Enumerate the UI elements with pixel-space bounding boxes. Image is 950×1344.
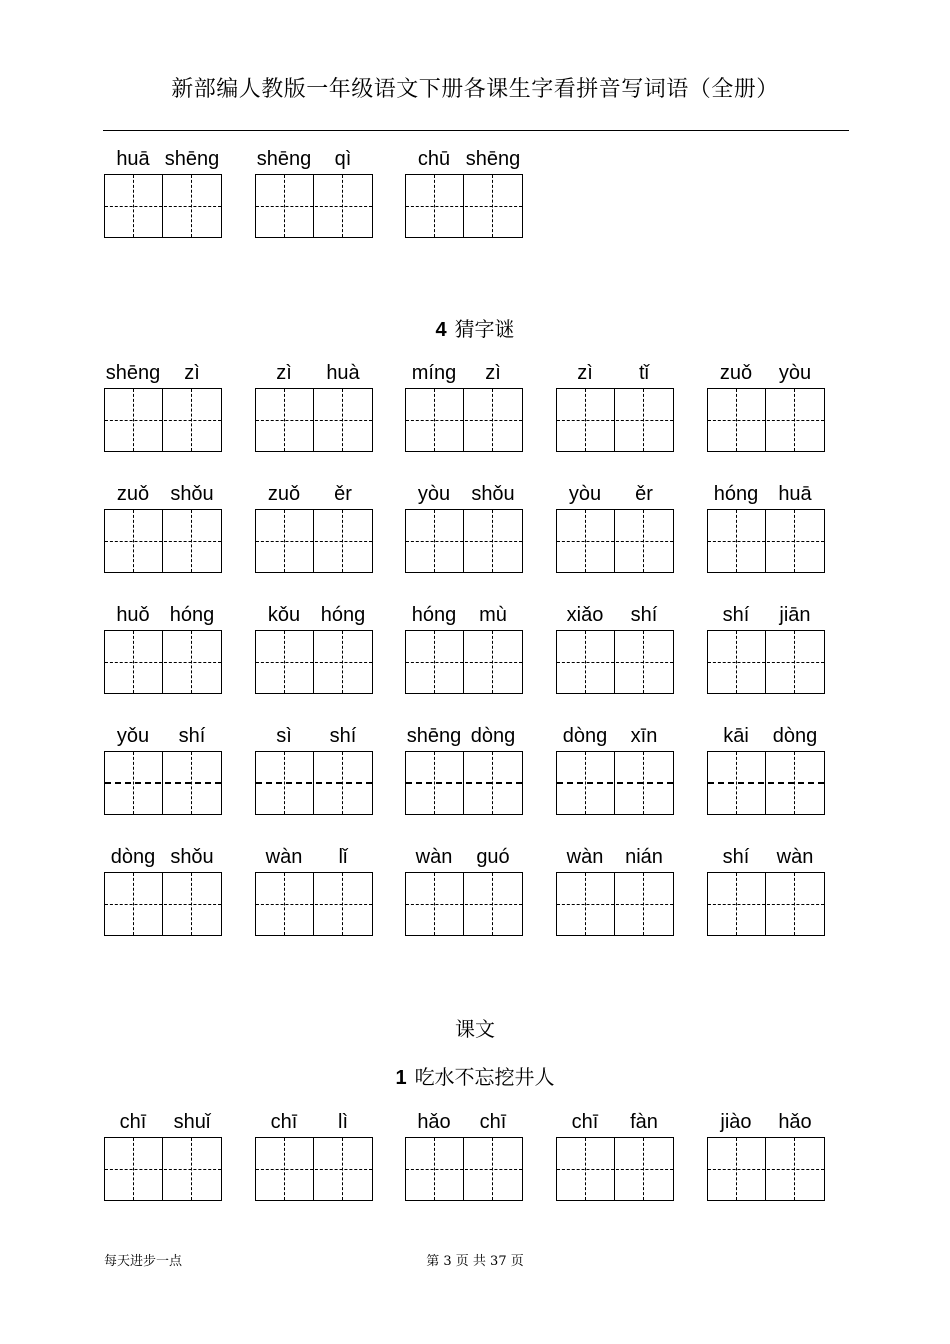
grid-guide-line xyxy=(557,782,673,784)
pinyin-syllable: qì xyxy=(334,148,352,170)
grid-guide-line xyxy=(256,662,372,663)
pinyin-syllable: shēng xyxy=(465,148,521,170)
pinyin-syllable: dòng xyxy=(110,846,156,868)
pinyin-label xyxy=(104,360,234,386)
word-cell xyxy=(255,360,373,450)
pinyin-syllable: zuǒ xyxy=(267,483,301,505)
pinyin-label xyxy=(255,602,385,628)
pinyin-syllable: kǒu xyxy=(267,604,301,626)
grid-guide-line xyxy=(105,541,221,542)
pinyin-syllable: huà xyxy=(326,362,360,384)
grid-guide-line xyxy=(105,1169,221,1170)
pinyin-label xyxy=(707,360,837,386)
grid-guide-line xyxy=(557,904,673,905)
tianzige-writing-box[interactable] xyxy=(104,388,222,452)
header-rule xyxy=(103,130,849,131)
grid-guide-line xyxy=(406,1169,522,1170)
pinyin-syllable: guó xyxy=(476,846,510,868)
word-cell xyxy=(405,481,523,571)
pinyin-syllable: yòu xyxy=(778,362,812,384)
word-cell xyxy=(707,1109,825,1199)
grid-guide-line xyxy=(256,904,372,905)
pinyin-label xyxy=(707,602,837,628)
grid-guide-line xyxy=(708,782,824,784)
pinyin-syllable: wàn xyxy=(265,846,303,868)
pinyin-label xyxy=(104,602,234,628)
pinyin-label xyxy=(104,723,234,749)
pinyin-syllable: shēng xyxy=(256,148,312,170)
pinyin-syllable: hǎo xyxy=(778,1111,812,1133)
pinyin-syllable: huǒ xyxy=(116,604,150,626)
section-number: 1 xyxy=(395,1067,407,1089)
pinyin-syllable: yòu xyxy=(568,483,602,505)
pinyin-label xyxy=(556,1109,686,1135)
tianzige-writing-box[interactable] xyxy=(255,872,373,936)
pinyin-label xyxy=(556,602,686,628)
pinyin-syllable: hóng xyxy=(713,483,759,505)
pinyin-label xyxy=(556,844,686,870)
word-cell xyxy=(707,844,825,934)
grid-guide-line xyxy=(708,662,824,663)
grid-guide-line xyxy=(406,662,522,663)
word-cell xyxy=(255,844,373,934)
tianzige-writing-box[interactable] xyxy=(104,1137,222,1201)
pinyin-syllable: shēng xyxy=(406,725,462,747)
grid-guide-line xyxy=(256,1169,372,1170)
tianzige-writing-box[interactable] xyxy=(255,174,373,238)
pinyin-syllable: fàn xyxy=(630,1111,658,1133)
tianzige-writing-box[interactable] xyxy=(255,509,373,573)
tianzige-writing-box[interactable] xyxy=(104,751,222,815)
grid-guide-line xyxy=(406,904,522,905)
pinyin-syllable: shēng xyxy=(105,362,161,384)
word-cell xyxy=(707,481,825,571)
pinyin-label xyxy=(405,844,535,870)
pinyin-label xyxy=(556,360,686,386)
pinyin-syllable: kāi xyxy=(723,725,749,747)
section-name: 猜字谜 xyxy=(454,317,515,341)
pinyin-label xyxy=(104,844,234,870)
grid-guide-line xyxy=(557,541,673,542)
pinyin-syllable: shēng xyxy=(164,148,220,170)
pinyin-syllable: xīn xyxy=(630,725,658,747)
pinyin-syllable: shí xyxy=(178,725,206,747)
tianzige-writing-box[interactable] xyxy=(104,509,222,573)
pinyin-syllable: míng xyxy=(411,362,457,384)
tianzige-writing-box[interactable] xyxy=(255,388,373,452)
word-cell xyxy=(255,481,373,571)
tianzige-writing-box[interactable] xyxy=(405,174,523,238)
section-1-title xyxy=(0,1061,950,1090)
pinyin-syllable: dòng xyxy=(772,725,818,747)
tianzige-writing-box[interactable] xyxy=(405,388,523,452)
grid-guide-line xyxy=(557,420,673,421)
pinyin-syllable: wàn xyxy=(776,846,814,868)
pinyin-label xyxy=(255,481,385,507)
pinyin-syllable: huā xyxy=(778,483,812,505)
word-cell xyxy=(104,146,222,236)
pinyin-label xyxy=(707,844,837,870)
word-cell xyxy=(405,1109,523,1199)
pinyin-label xyxy=(707,481,837,507)
pinyin-syllable: dòng xyxy=(562,725,608,747)
pinyin-label xyxy=(556,723,686,749)
tianzige-writing-box[interactable] xyxy=(707,1137,825,1201)
tianzige-writing-box[interactable] xyxy=(707,509,825,573)
grid-guide-line xyxy=(105,904,221,905)
grid-guide-line xyxy=(708,1169,824,1170)
footer-motto: 每天进步一点 xyxy=(104,1254,183,1269)
pinyin-syllable: yòu xyxy=(417,483,451,505)
pinyin-syllable: zuǒ xyxy=(116,483,150,505)
word-cell xyxy=(556,723,674,813)
grid-guide-line xyxy=(557,662,673,663)
pinyin-label xyxy=(104,1109,234,1135)
pinyin-label xyxy=(255,723,385,749)
tianzige-writing-box[interactable] xyxy=(104,872,222,936)
pinyin-label xyxy=(405,146,535,172)
word-cell xyxy=(255,602,373,692)
word-cell xyxy=(405,360,523,450)
grid-guide-line xyxy=(406,541,522,542)
section-4-title xyxy=(0,313,950,342)
grid-guide-line xyxy=(256,420,372,421)
pinyin-syllable: sì xyxy=(276,725,292,747)
pinyin-syllable: zì xyxy=(577,362,593,384)
grid-guide-line xyxy=(105,662,221,663)
grid-guide-line xyxy=(406,420,522,421)
pinyin-syllable: shí xyxy=(722,604,750,626)
pinyin-syllable: ěr xyxy=(635,483,653,505)
grid-guide-line xyxy=(406,782,522,784)
pinyin-syllable: jiān xyxy=(779,604,811,626)
word-cell xyxy=(104,723,222,813)
word-cell xyxy=(104,602,222,692)
tianzige-writing-box[interactable] xyxy=(556,509,674,573)
pinyin-syllable: chī xyxy=(270,1111,298,1133)
tianzige-writing-box[interactable] xyxy=(405,872,523,936)
grid-guide-line xyxy=(708,904,824,905)
word-cell xyxy=(255,1109,373,1199)
tianzige-writing-box[interactable] xyxy=(405,509,523,573)
pinyin-syllable: shí xyxy=(329,725,357,747)
pinyin-label xyxy=(255,1109,385,1135)
tianzige-writing-box[interactable] xyxy=(556,751,674,815)
kewen-label xyxy=(0,1013,950,1042)
pinyin-syllable: shǒu xyxy=(170,846,214,868)
pinyin-syllable: chī xyxy=(571,1111,599,1133)
pinyin-syllable: wàn xyxy=(566,846,604,868)
word-cell xyxy=(556,602,674,692)
pinyin-syllable: lǐ xyxy=(338,846,348,868)
pinyin-syllable: chī xyxy=(119,1111,147,1133)
grid-guide-line xyxy=(256,206,372,207)
pinyin-syllable: hóng xyxy=(411,604,457,626)
tianzige-writing-box[interactable] xyxy=(707,872,825,936)
word-cell xyxy=(104,360,222,450)
tianzige-writing-box[interactable] xyxy=(556,388,674,452)
pinyin-syllable: hóng xyxy=(169,604,215,626)
pinyin-syllable: zuǒ xyxy=(719,362,753,384)
pinyin-syllable: hǎo xyxy=(417,1111,451,1133)
tianzige-writing-box[interactable] xyxy=(255,630,373,694)
word-cell xyxy=(707,723,825,813)
tianzige-writing-box[interactable] xyxy=(405,630,523,694)
tianzige-writing-box[interactable] xyxy=(255,751,373,815)
tianzige-writing-box[interactable] xyxy=(707,388,825,452)
grid-guide-line xyxy=(708,541,824,542)
pinyin-syllable: shí xyxy=(722,846,750,868)
word-cell xyxy=(255,146,373,236)
pinyin-syllable: xiǎo xyxy=(566,604,604,626)
word-cell xyxy=(104,844,222,934)
pinyin-syllable: mù xyxy=(479,604,507,626)
pinyin-syllable: jiào xyxy=(720,1111,752,1133)
pinyin-label xyxy=(104,481,234,507)
section-number: 4 xyxy=(435,319,447,341)
grid-guide-line xyxy=(708,420,824,421)
word-cell xyxy=(405,723,523,813)
tianzige-writing-box[interactable] xyxy=(405,751,523,815)
pinyin-syllable: tǐ xyxy=(639,362,649,384)
page-title: 新部编人教版一年级语文下册各课生字看拼音写词语（全册） xyxy=(171,77,779,102)
word-cell xyxy=(556,481,674,571)
pinyin-syllable: ěr xyxy=(334,483,352,505)
pinyin-label xyxy=(405,723,535,749)
grid-guide-line xyxy=(406,206,522,207)
pinyin-syllable: chī xyxy=(479,1111,507,1133)
pinyin-label xyxy=(707,723,837,749)
pinyin-label xyxy=(255,844,385,870)
pinyin-syllable: huā xyxy=(116,148,150,170)
word-cell xyxy=(104,481,222,571)
word-cell xyxy=(104,1109,222,1199)
pinyin-label xyxy=(104,146,234,172)
grid-guide-line xyxy=(105,206,221,207)
grid-guide-line xyxy=(256,541,372,542)
pinyin-label xyxy=(405,602,535,628)
pinyin-syllable: zì xyxy=(184,362,200,384)
word-cell xyxy=(255,723,373,813)
pinyin-label xyxy=(556,481,686,507)
tianzige-writing-box[interactable] xyxy=(405,1137,523,1201)
pinyin-label xyxy=(707,1109,837,1135)
pinyin-syllable: wàn xyxy=(415,846,453,868)
tianzige-writing-box[interactable] xyxy=(556,630,674,694)
pinyin-label xyxy=(405,1109,535,1135)
tianzige-writing-box[interactable] xyxy=(556,1137,674,1201)
pinyin-syllable: lì xyxy=(338,1111,348,1133)
tianzige-writing-box[interactable] xyxy=(707,630,825,694)
section-name: 吃水不忘挖井人 xyxy=(414,1065,555,1089)
pinyin-syllable: shǒu xyxy=(170,483,214,505)
pinyin-syllable: zì xyxy=(276,362,292,384)
pinyin-syllable: shí xyxy=(630,604,658,626)
grid-guide-line xyxy=(105,782,221,784)
word-cell xyxy=(405,844,523,934)
pinyin-label xyxy=(405,481,535,507)
pinyin-label xyxy=(255,360,385,386)
word-cell xyxy=(405,602,523,692)
tianzige-writing-box[interactable] xyxy=(104,174,222,238)
grid-guide-line xyxy=(557,1169,673,1170)
pinyin-syllable: zì xyxy=(485,362,501,384)
pinyin-syllable: dòng xyxy=(470,725,516,747)
pinyin-syllable: yǒu xyxy=(116,725,150,747)
page-number: 第 3 页 共 37 页 xyxy=(426,1254,524,1269)
kewen-label-text: 课文 xyxy=(455,1017,495,1041)
word-cell xyxy=(556,1109,674,1199)
word-cell xyxy=(556,844,674,934)
tianzige-writing-box[interactable] xyxy=(707,751,825,815)
tianzige-writing-box[interactable] xyxy=(255,1137,373,1201)
pinyin-syllable: nián xyxy=(625,846,663,868)
tianzige-writing-box[interactable] xyxy=(104,630,222,694)
word-cell xyxy=(405,146,523,236)
word-cell xyxy=(707,360,825,450)
pinyin-syllable: shǒu xyxy=(471,483,515,505)
tianzige-writing-box[interactable] xyxy=(556,872,674,936)
grid-guide-line xyxy=(256,782,372,784)
pinyin-label xyxy=(405,360,535,386)
grid-guide-line xyxy=(105,420,221,421)
word-cell xyxy=(707,602,825,692)
pinyin-syllable: hóng xyxy=(320,604,366,626)
word-cell xyxy=(556,360,674,450)
pinyin-syllable: shuǐ xyxy=(173,1111,211,1133)
pinyin-syllable: chū xyxy=(417,148,451,170)
pinyin-label xyxy=(255,146,385,172)
